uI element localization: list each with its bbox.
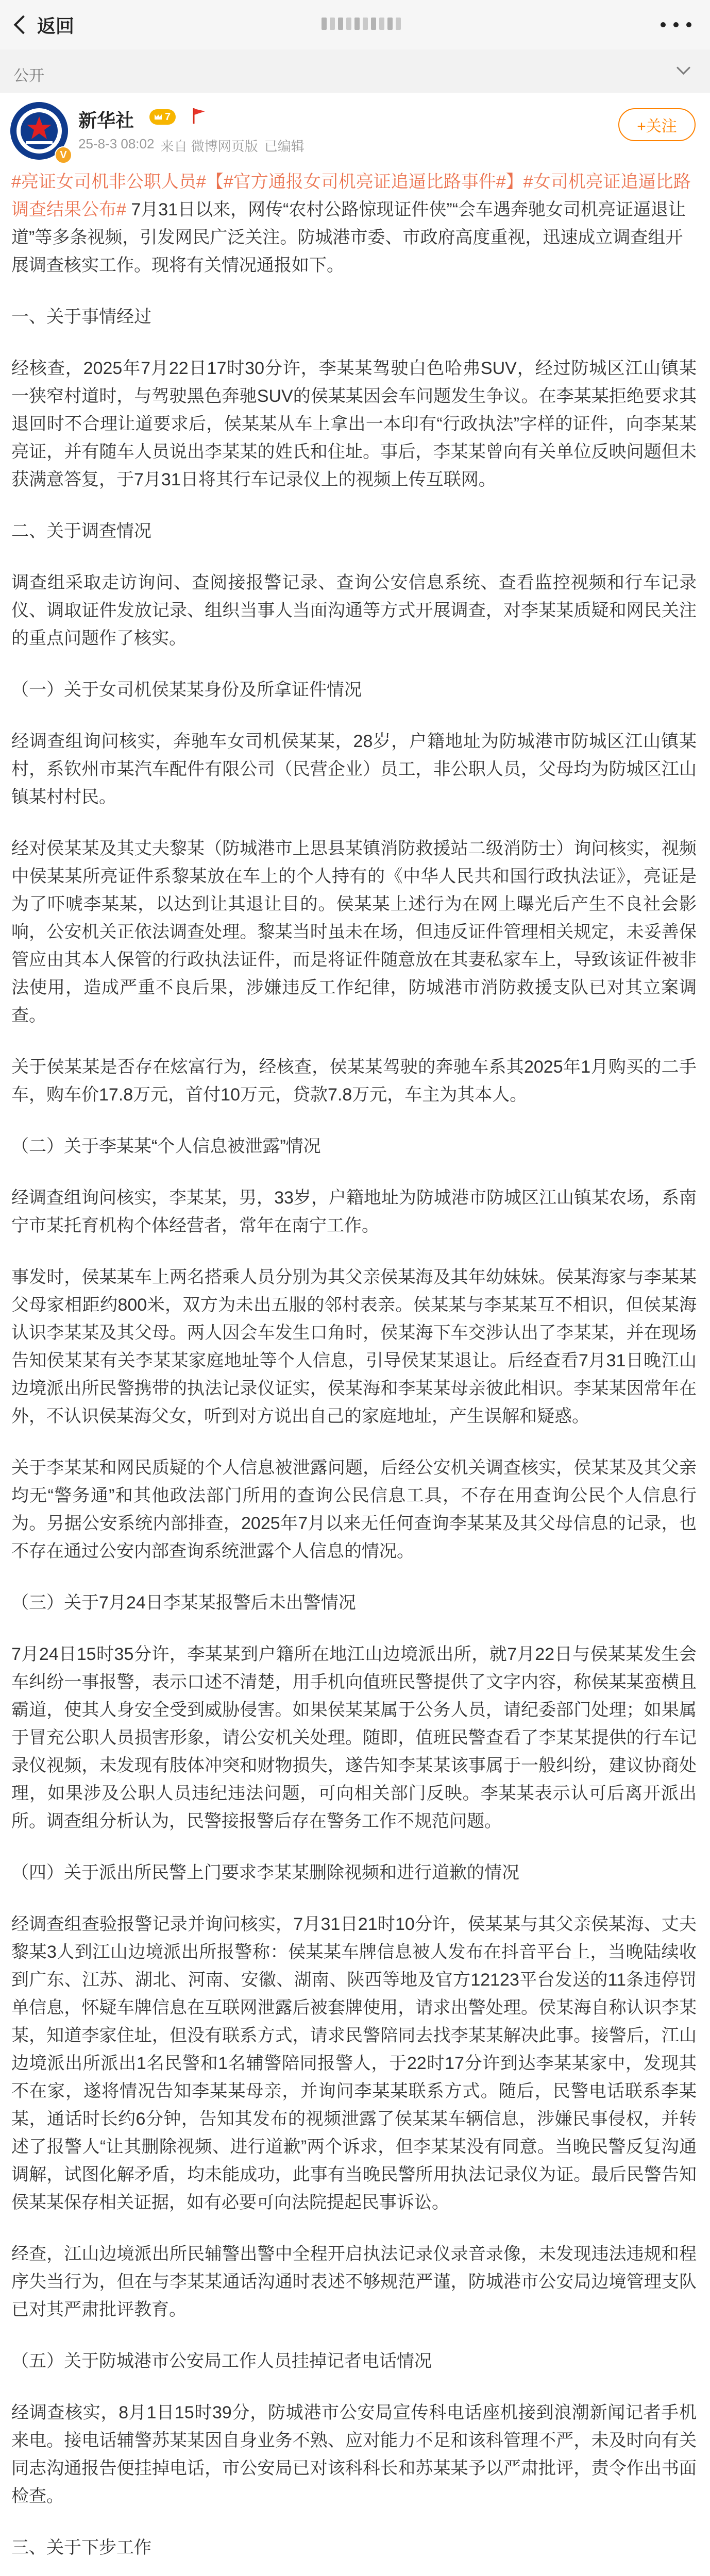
paragraph: 事发时，侯某某车上两名搭乘人员分别为其父亲侯某海及其年幼妹妹。侯某海家与李某某父母家相距约800米，双方为未出五服的邻村表亲。侯某某与李某某互不相识，但侯某海认识李某某及其父母。两人因会车发生口角时，侯某海下车交涉认出了李某某，并在现场告知侯某某有关李某某家庭地址等个人信息，引导侯某某退让。后经查看7月31日晚江山边境派出所民警携带的执法记录仪证实，侯某海和李某某母亲彼此相识。李某某因常年在外，不认识侯某海父女，听到对方说出自己的家庭地址，产生误解和疑惑。: [11, 1267, 697, 1426]
paragraph: 关于侯某某是否存在炫富行为，经核查，侯某某驾驶的奔驰车系其2025年1月购买的二手车，购车价17.8万元，首付10万元，贷款7.8万元，车主为其本人。: [11, 1057, 697, 1105]
chevron-left-icon: [14, 15, 33, 35]
level-value: 7: [165, 111, 171, 123]
post-meta: [78, 136, 305, 155]
paragraph: 关于李某某和网民质疑的个人信息被泄露问题，后经公安机关调查核实，侯某某及其父亲均无“警务通”和其他政法部门所用的查询公民信息工具，不存在用查询公民个人信息行为。另据公安系统内部排查，2025年7月以来无任何查询李某某及其父母信息的记录，也不存在通过公安内部查询系统泄露个人信息的情况。: [11, 1458, 697, 1561]
subsection-heading: （五）关于防城港市公安局工作人员挂掉记者电话情况: [11, 2351, 432, 2371]
hashtag-link[interactable]: #亮证女司机非公职人员#: [11, 172, 206, 192]
post-time: 25-8-3 08:02: [78, 136, 155, 151]
paragraph: 经调查组查验报警记录并询问核实，7月31日21时10分许，侯某某与其父亲侯某海、丈夫黎某3人到江山边境派出所报警称：侯某某车牌信息被人发布在抖音平台上，当晚陆续收到广东、江苏、湖北、河南、安徽、湖南、陕西等地及官方12123平台发送的11条违停罚单信息，怀疑车牌信息在互联网泄露后被套牌使用，请求出警处理。侯某海自称认识李某某，知道李家住址，但没有联系方式，请求民警陪同去找李某某解决此事。接警后，江山边境派出所派出1名民警和1名辅警陪同报警人，于22时17分许到达李某某家中，发现其不在家，遂将情况告知李某某母亲，并询问李某某联系方式。随后，民警电话联系李某某，通话时长约6分钟，告知其发布的视频泄露了侯某某车辆信息，涉嫌民事侵权，并转述了报警人“让其删除视频、进行道歉”两个诉求，但李某某没有同意。当晚民警反复沟通调解，试图化解矛盾，均未能成功，此事有当晚民警所用执法记录仪为证。最后民警告知侯某某保存相关证据，如有必要可向法院提起民事诉讼。: [11, 1914, 697, 2212]
paragraph: 7月24日15时35分许，李某某到户籍所在地江山边境派出所，就7月22日与侯某某发生会车纠纷一事报警，表示口述不清楚，用手机向值班民警提供了文字内容，称侯某某蛮横且霸道，使其人身安全受到威胁侵害。如果侯某某属于公务人员，请纪委部门处理；如果属于冒充公职人员损害形象，请公安机关处理。随即，值班民警查看了李某某提供的行车记录仪视频，未发现有肢体冲突和财物损失，遂告知李某某该事属于一般纠纷，建议协商处理，如果涉及公职人员违纪违法问题，可向相关部门反映。李某某表示认可后离开派出所。调查组分析认为，民警接报警后存在警务工作不规范问题。: [11, 1645, 697, 1831]
intro-text: 7月31日以来，网传“农村公路惊现证件侠”“会车遇奔驰女司机亮证逼退让道”等多条视频，引发网民广泛关注。防城港市委、市政府高度重视，迅速成立调查组开展调查核实工作。现将有关情况通报如下。: [11, 200, 686, 275]
paragraph: 经核查，2025年7月22日17时30分许，李某某驾驶白色哈弗SUV，经过防城区江山镇某一狭窄村道时，与驾驶黑色奔驰SUV的侯某某因会车问题发生争议。在李某某拒绝要求其退回时不合理让道要求后，侯某某从车上拿出一本印有“行政执法”字样的证件，向李某某亮证，并有随车人员说出李某某的姓氏和住址。事后，李某某曾向有关单位反映问题但未获满意答复，于7月31日将其行车记录仪上的视频上传互联网。: [11, 359, 697, 489]
hashtag-link[interactable]: 【#官方通报女司机亮证追逼比路事件#】: [206, 172, 523, 192]
subsection-heading: （三）关于7月24日李某某报警后未出警情况: [11, 1593, 356, 1613]
post-source: 来自 微博网页版: [160, 139, 258, 154]
back-label: 返回: [37, 15, 75, 37]
section-heading: 一、关于事情经过: [11, 307, 151, 327]
hashtag-link[interactable]: #女司机亮证追逼比路调查结果公布#: [11, 172, 691, 219]
level-badge: [149, 109, 176, 125]
subsection-heading: （二）关于李某某“个人信息被泄露”情况: [11, 1137, 321, 1156]
verified-badge-icon: V: [55, 146, 72, 164]
subsection-heading: （四）关于派出所民警上门要求李某某删除视频和进行道歉的情况: [11, 1863, 519, 1883]
more-options-icon[interactable]: [661, 18, 691, 32]
follow-button[interactable]: +关注: [618, 108, 696, 141]
post-intro: [11, 168, 697, 279]
paragraph: 经调查组询问核实，李某某，男，33岁，户籍地址为防城港市防城区江山镇某农场，系南宁市某托育机构个体经营者，常年在南宁工作。: [11, 1188, 697, 1235]
paragraph: 经调查核实，8月1日15时39分，防城港市公安局宣传科电话座机接到浪潮新闻记者手机来电。接电话辅警苏某某因自身业务不熟、应对能力不足和该科管理不严，未及时向有关同志沟通报告便挂掉电话，市公安局已对该科科长和苏某某予以严肃批评，责令作出书面检查。: [11, 2403, 697, 2506]
back-button[interactable]: [13, 11, 74, 38]
visibility-label: 公开: [13, 67, 44, 84]
edited-label: 已编辑: [264, 139, 305, 154]
subsection-heading: （一）关于女司机侯某某身份及所拿证件情况: [11, 680, 362, 700]
chevron-down-icon: [677, 61, 690, 75]
section-heading: 三、关于下步工作: [11, 2538, 151, 2557]
author-name[interactable]: 新华社: [78, 110, 134, 131]
visibility-selector[interactable]: [0, 49, 710, 93]
section-heading: 二、关于调查情况: [11, 521, 151, 541]
crown-icon: [155, 114, 162, 120]
red-flag-icon: [192, 107, 207, 125]
post-content: [11, 168, 697, 2576]
status-indicator: [322, 18, 401, 30]
paragraph: 经对侯某某及其丈夫黎某（防城港市上思县某镇消防救援站二级消防士）询问核实，视频中侯某某所亮证件系黎某放在车上的个人持有的《中华人民共和国行政执法证》，亮证是为了吓唬李某某，以达到让其退让目的。侯某某上述行为在网上曝光后产生不良社会影响，公安机关正依法调查处理。黎某当时虽未在场，但违反证件管理相关规定，未妥善保管应由其本人保管的行政执法证件，而是将证件随意放在其妻私家车上，导致该证件被非法使用，造成严重不良后果，涉嫌违反工作纪律，防城港市消防救援支队已对其立案调查。: [11, 839, 697, 1025]
paragraph: 经调查组询问核实，奔驰车女司机侯某某，28岁，户籍地址为防城港市防城区江山镇某村，系钦州市某汽车配件有限公司（民营企业）员工，非公职人员，父母均为防城区江山镇某村村民。: [11, 732, 697, 807]
paragraph: 调查组采取走访询问、查阅接报警记录、查询公安信息系统、查看监控视频和行车记录仪、调取证件发放记录、组织当事人当面沟通等方式开展调查，对李某某质疑和网民关注的重点问题作了核实。: [11, 573, 697, 648]
top-nav-bar: [0, 0, 710, 50]
paragraph: 经查，江山边境派出所民辅警出警中全程开启执法记录仪录音录像，未发现违法违规和程序失当行为，但在与李某某通话沟通时表述不够规范严谨，防城港市公安局边境管理支队已对其严肃批评教育。: [11, 2244, 697, 2319]
